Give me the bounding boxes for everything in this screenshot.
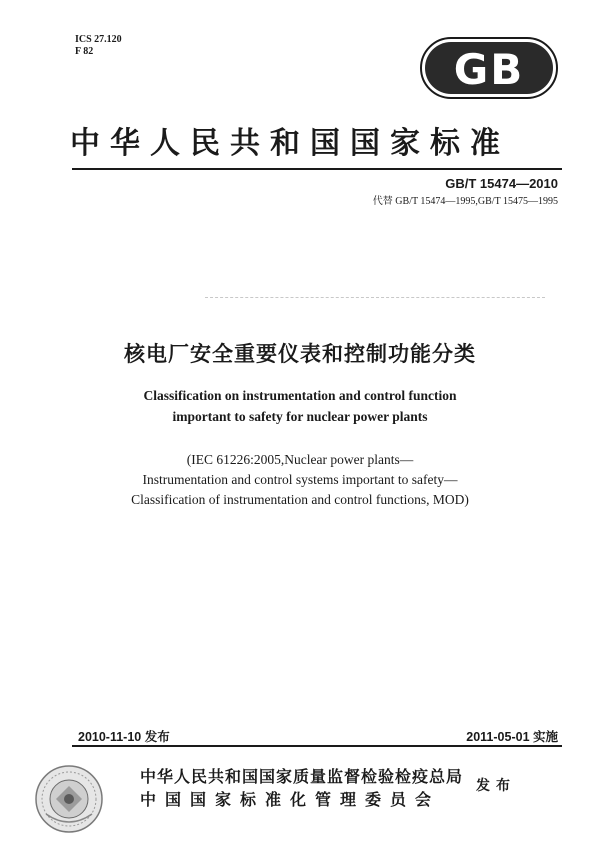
national-standard-title: 中华人民共和国国家标准 bbox=[70, 126, 510, 161]
issue-date: 2010-11-10 发布 bbox=[78, 730, 170, 744]
english-title-line1: Classification on instrumentation and control function bbox=[143, 388, 457, 403]
ics-code: ICS 27.120 bbox=[75, 34, 122, 45]
reference-line2: Instrumentation and control systems important to safety— bbox=[142, 472, 458, 487]
ccs-code: F 82 bbox=[75, 46, 94, 57]
replaces-note: 代替 GB/T 15474—1995,GB/T 15475—1995 bbox=[372, 196, 558, 207]
official-seal-icon bbox=[34, 764, 104, 834]
english-title-line2: important to safety for nuclear power plants bbox=[172, 409, 428, 424]
gb-logo bbox=[420, 37, 558, 99]
faint-dotted-line bbox=[205, 297, 545, 298]
header-rule bbox=[72, 168, 562, 170]
svg-text:GB: GB bbox=[453, 45, 525, 94]
issuer-aqsiq: 中华人民共和国国家质量监督检验检疫总局 bbox=[140, 767, 464, 786]
publish-label: 发布 bbox=[476, 778, 516, 794]
issuer-sac: 中国国家标准化管理委员会 bbox=[140, 790, 441, 809]
reference-line3: Classification of instrumentation and control functions, MOD) bbox=[131, 492, 469, 507]
footer-rule bbox=[72, 745, 562, 747]
chinese-title: 核电厂安全重要仪表和控制功能分类 bbox=[124, 342, 476, 366]
reference-line1: (IEC 61226:2005,Nuclear power plants— bbox=[186, 452, 414, 467]
implement-date: 2011-05-01 实施 bbox=[466, 730, 558, 744]
classification-codes bbox=[75, 34, 122, 58]
standard-number: GB/T 15474—2010 bbox=[445, 176, 558, 191]
